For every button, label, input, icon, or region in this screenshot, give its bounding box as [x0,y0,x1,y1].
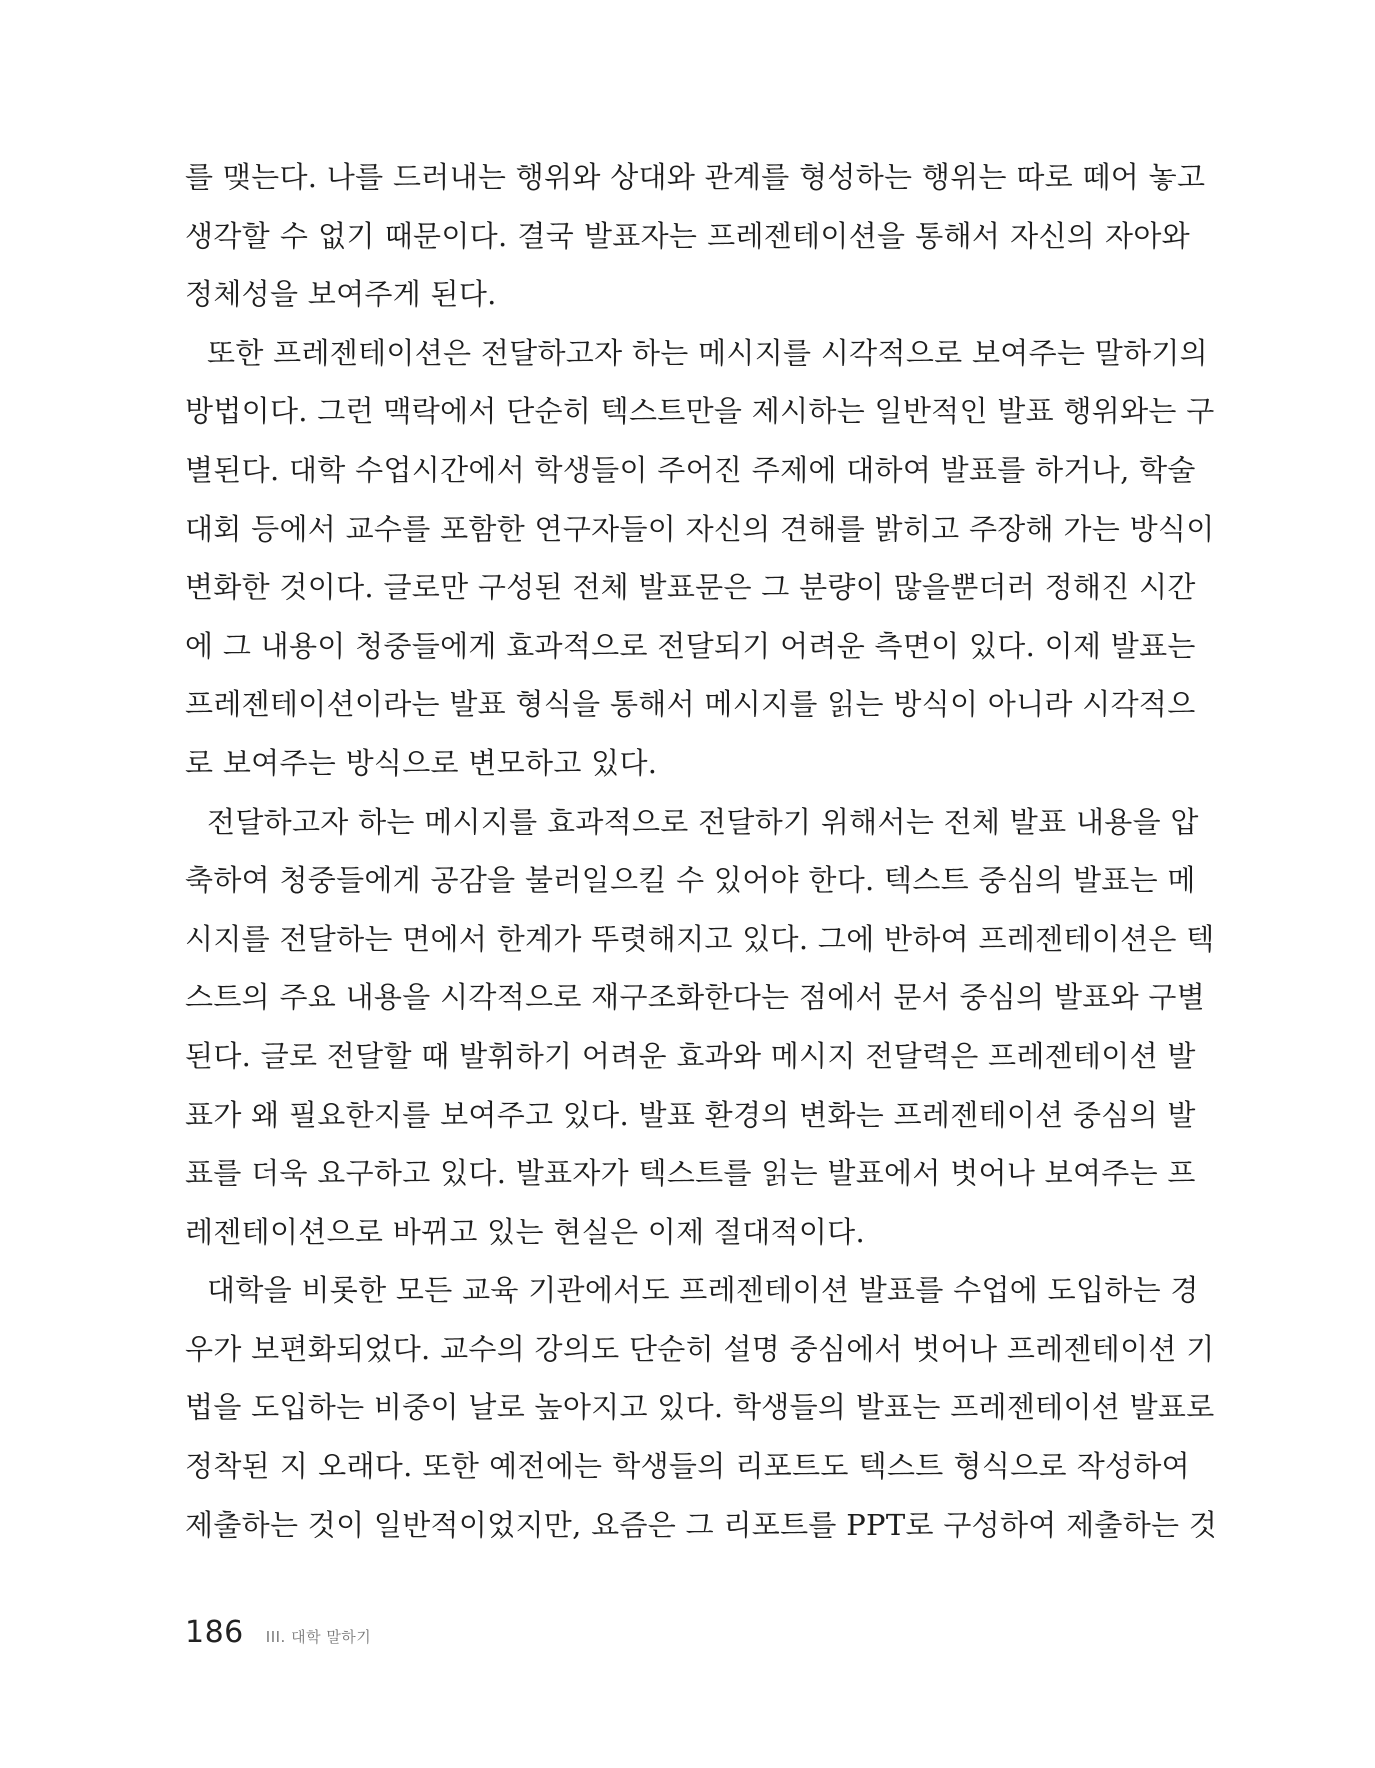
text-line: 레젠테이션으로 바뀌고 있는 현실은 이제 절대적이다. [185,1214,866,1249]
text-line: 대회 등에서 교수를 포함한 연구자들이 자신의 견해를 밝히고 주장해 가는 방식이 [185,511,1215,546]
running-head: III. 대학 말하기 [265,1628,372,1646]
paragraph-first-line: 전달하고자 하는 메시지를 효과적으로 전달하기 위해서는 전체 발표 내용을 압 [207,804,1199,839]
body-text [185,148,1218,1554]
page-number: 186 [185,1615,244,1650]
text-line: 시지를 전달하는 면에서 한계가 뚜렷해지고 있다. 그에 반하여 프레젠테이션은 텍 [185,921,1215,956]
page-footer [185,1615,371,1650]
text-line: 표가 왜 필요한지를 보여주고 있다. 발표 환경의 변화는 프레젠테이션 중심의 발 [185,1097,1196,1132]
text-line: 축하여 청중들에게 공감을 불러일으킬 수 있어야 한다. 텍스트 중심의 발표는 메 [185,863,1196,898]
text-line: 표를 더욱 요구하고 있다. 발표자가 텍스트를 읽는 발표에서 벗어나 보여주는 프 [185,1156,1196,1191]
text-line: 정체성을 보여주게 된다. [185,277,497,312]
text-line: 스트의 주요 내용을 시각적으로 재구조화한다는 점에서 문서 중심의 발표와 구별 [185,980,1206,1015]
text-line: 별된다. 대학 수업시간에서 학생들이 주어진 주제에 대하여 발표를 하거나, 학술 [185,452,1196,487]
text-line: 생각할 수 없기 때문이다. 결국 발표자는 프레젠테이션을 통해서 자신의 자아와 [185,218,1190,253]
text-line: 방법이다. 그런 맥락에서 단순히 텍스트만을 제시하는 일반적인 발표 행위와는 구 [185,394,1215,429]
text-line: 에 그 내용이 청중들에게 효과적으로 전달되기 어려운 측면이 있다. 이제 발표는 [185,628,1196,663]
text-line: 로 보여주는 방식으로 변모하고 있다. [185,745,658,780]
text-line: 정착된 지 오래다. 또한 예전에는 학생들의 리포트도 텍스트 형식으로 작성하여 [185,1449,1190,1484]
text-line: 된다. 글로 전달할 때 발휘하기 어려운 효과와 메시지 전달력은 프레젠테이션 발 [185,1038,1196,1073]
text-line: 변화한 것이다. 글로만 구성된 전체 발표문은 그 분량이 많을뿐더러 정해진 시간 [185,570,1196,605]
paragraph-first-line: 대학을 비롯한 모든 교육 기관에서도 프레젠테이션 발표를 수업에 도입하는 경 [207,1273,1199,1308]
text-line: 우가 보편화되었다. 교수의 강의도 단순히 설명 중심에서 벗어나 프레젠테이션 기 [185,1331,1215,1366]
paragraph-first-line: 또한 프레젠테이션은 전달하고자 하는 메시지를 시각적으로 보여주는 말하기의 [207,335,1208,370]
text-line: 프레젠테이션이라는 발표 형식을 통해서 메시지를 읽는 방식이 아니라 시각적으 [185,687,1196,722]
text-line: 를 맺는다. 나를 드러내는 행위와 상대와 관계를 형성하는 행위는 따로 떼어 놓고 [185,160,1206,194]
text-line: 제출하는 것이 일반적이었지만, 요즘은 그 리포트를 PPT로 구성하여 제출하는 것 [185,1507,1218,1542]
text-line: 법을 도입하는 비중이 날로 높아지고 있다. 학생들의 발표는 프레젠테이션 발표로 [185,1390,1215,1425]
